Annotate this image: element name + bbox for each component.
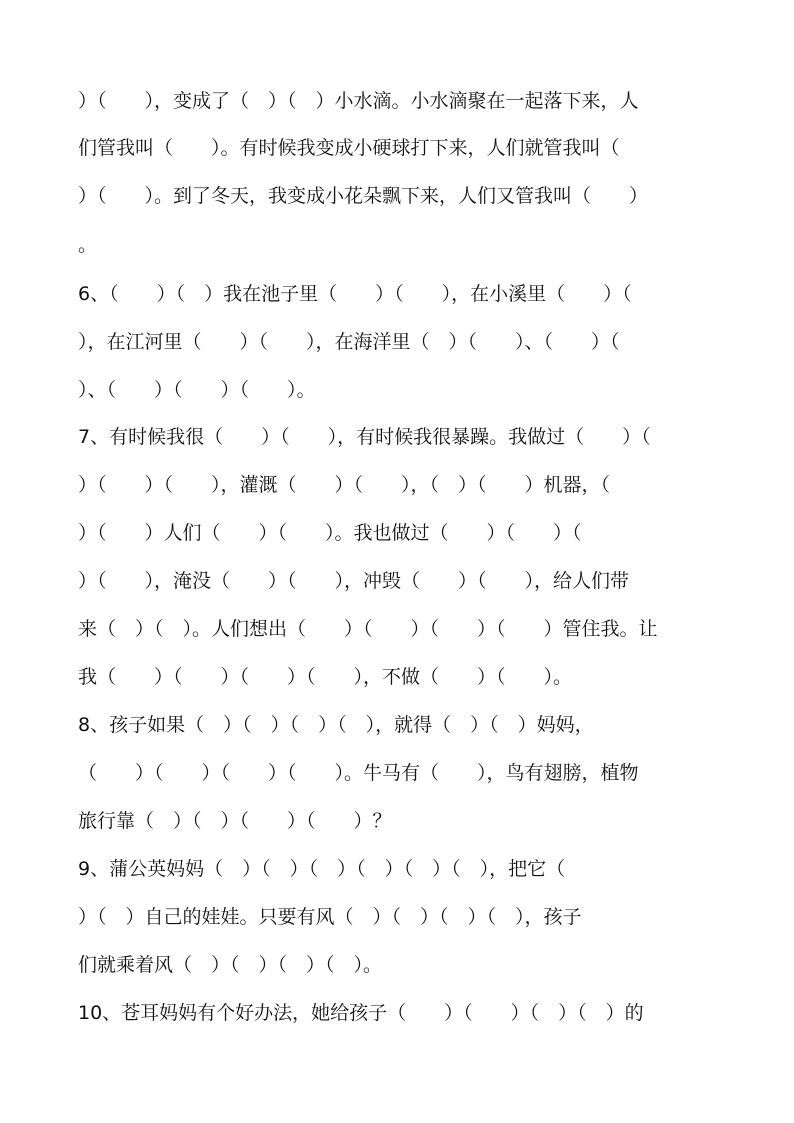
- question-8-line-2: （ ）（ ）（ ）（ ）。牛马有（ ），鸟有翅膀，植物: [78, 762, 639, 784]
- question-10-line-1: 10、苍耳妈妈有个好办法，她给孩子（ ）（ ）（ ）（ ）的: [78, 1002, 644, 1024]
- question-9-line-2: ）（ ）自己的娃娃。只要有风（ ）（ ）（ ）（ ），孩子: [78, 906, 582, 928]
- text-line-3: ）（ ）。到了冬天，我变成小花朵飘下来，人们又管我叫（ ）: [78, 185, 649, 207]
- text-line-1: ）（ ），变成了（ ）（ ）小水滴。小水滴聚在一起落下来，人: [78, 90, 639, 112]
- question-9-line-3: 们就乘着风（ ）（ ）（ ）（ ）。: [78, 954, 383, 976]
- question-7-line-4: ）（ ），淹没（ ）（ ），冲毁（ ）（ ），给人们带: [78, 570, 630, 592]
- question-6-line-2: ），在江河里（ ）（ ），在海洋里（ ）（ ）、（ ）（: [78, 331, 620, 353]
- text-line-2: 们管我叫（ ）。有时候我变成小硬球打下来，人们就管我叫（: [78, 137, 620, 159]
- question-7-line-3: ）（ ）人们（ ）（ ）。我也做过（ ）（ ）（: [78, 522, 582, 544]
- question-7-line-5: 来（ ）（ ）。人们想出（ ）（ ）（ ）（ ）管住我。让: [78, 618, 658, 640]
- question-9-line-1: 9、蒲公英妈妈（ ）（ ）（ ）（ ）（ ）（ ），把它（: [78, 858, 566, 880]
- question-8-line-1: 8、孩子如果（ ）（ ）（ ）（ ），就得（ ）（ ）妈妈，: [78, 714, 594, 736]
- question-8-line-3: 旅行靠（ ）（ ）（ ）（ ）？: [78, 810, 392, 832]
- text-line-4: 。: [78, 234, 98, 256]
- question-7-line-6: 我（ ）（ ）（ ）（ ），不做（ ）（ ）。: [78, 666, 573, 688]
- question-6-line-3: ）、（ ）（ ）（ ）。: [78, 379, 316, 401]
- question-7-line-1: 7、有时候我很（ ）（ ），有时候我很暴躁。我做过（ ）（: [78, 426, 651, 448]
- question-7-line-2: ）（ ）（ ），灌溉（ ）（ ），（ ）（ ）机器，（: [78, 474, 611, 496]
- question-6-line-1: 6、（ ）（ ）我在池子里（ ）（ ），在小溪里（ ）（: [78, 283, 632, 305]
